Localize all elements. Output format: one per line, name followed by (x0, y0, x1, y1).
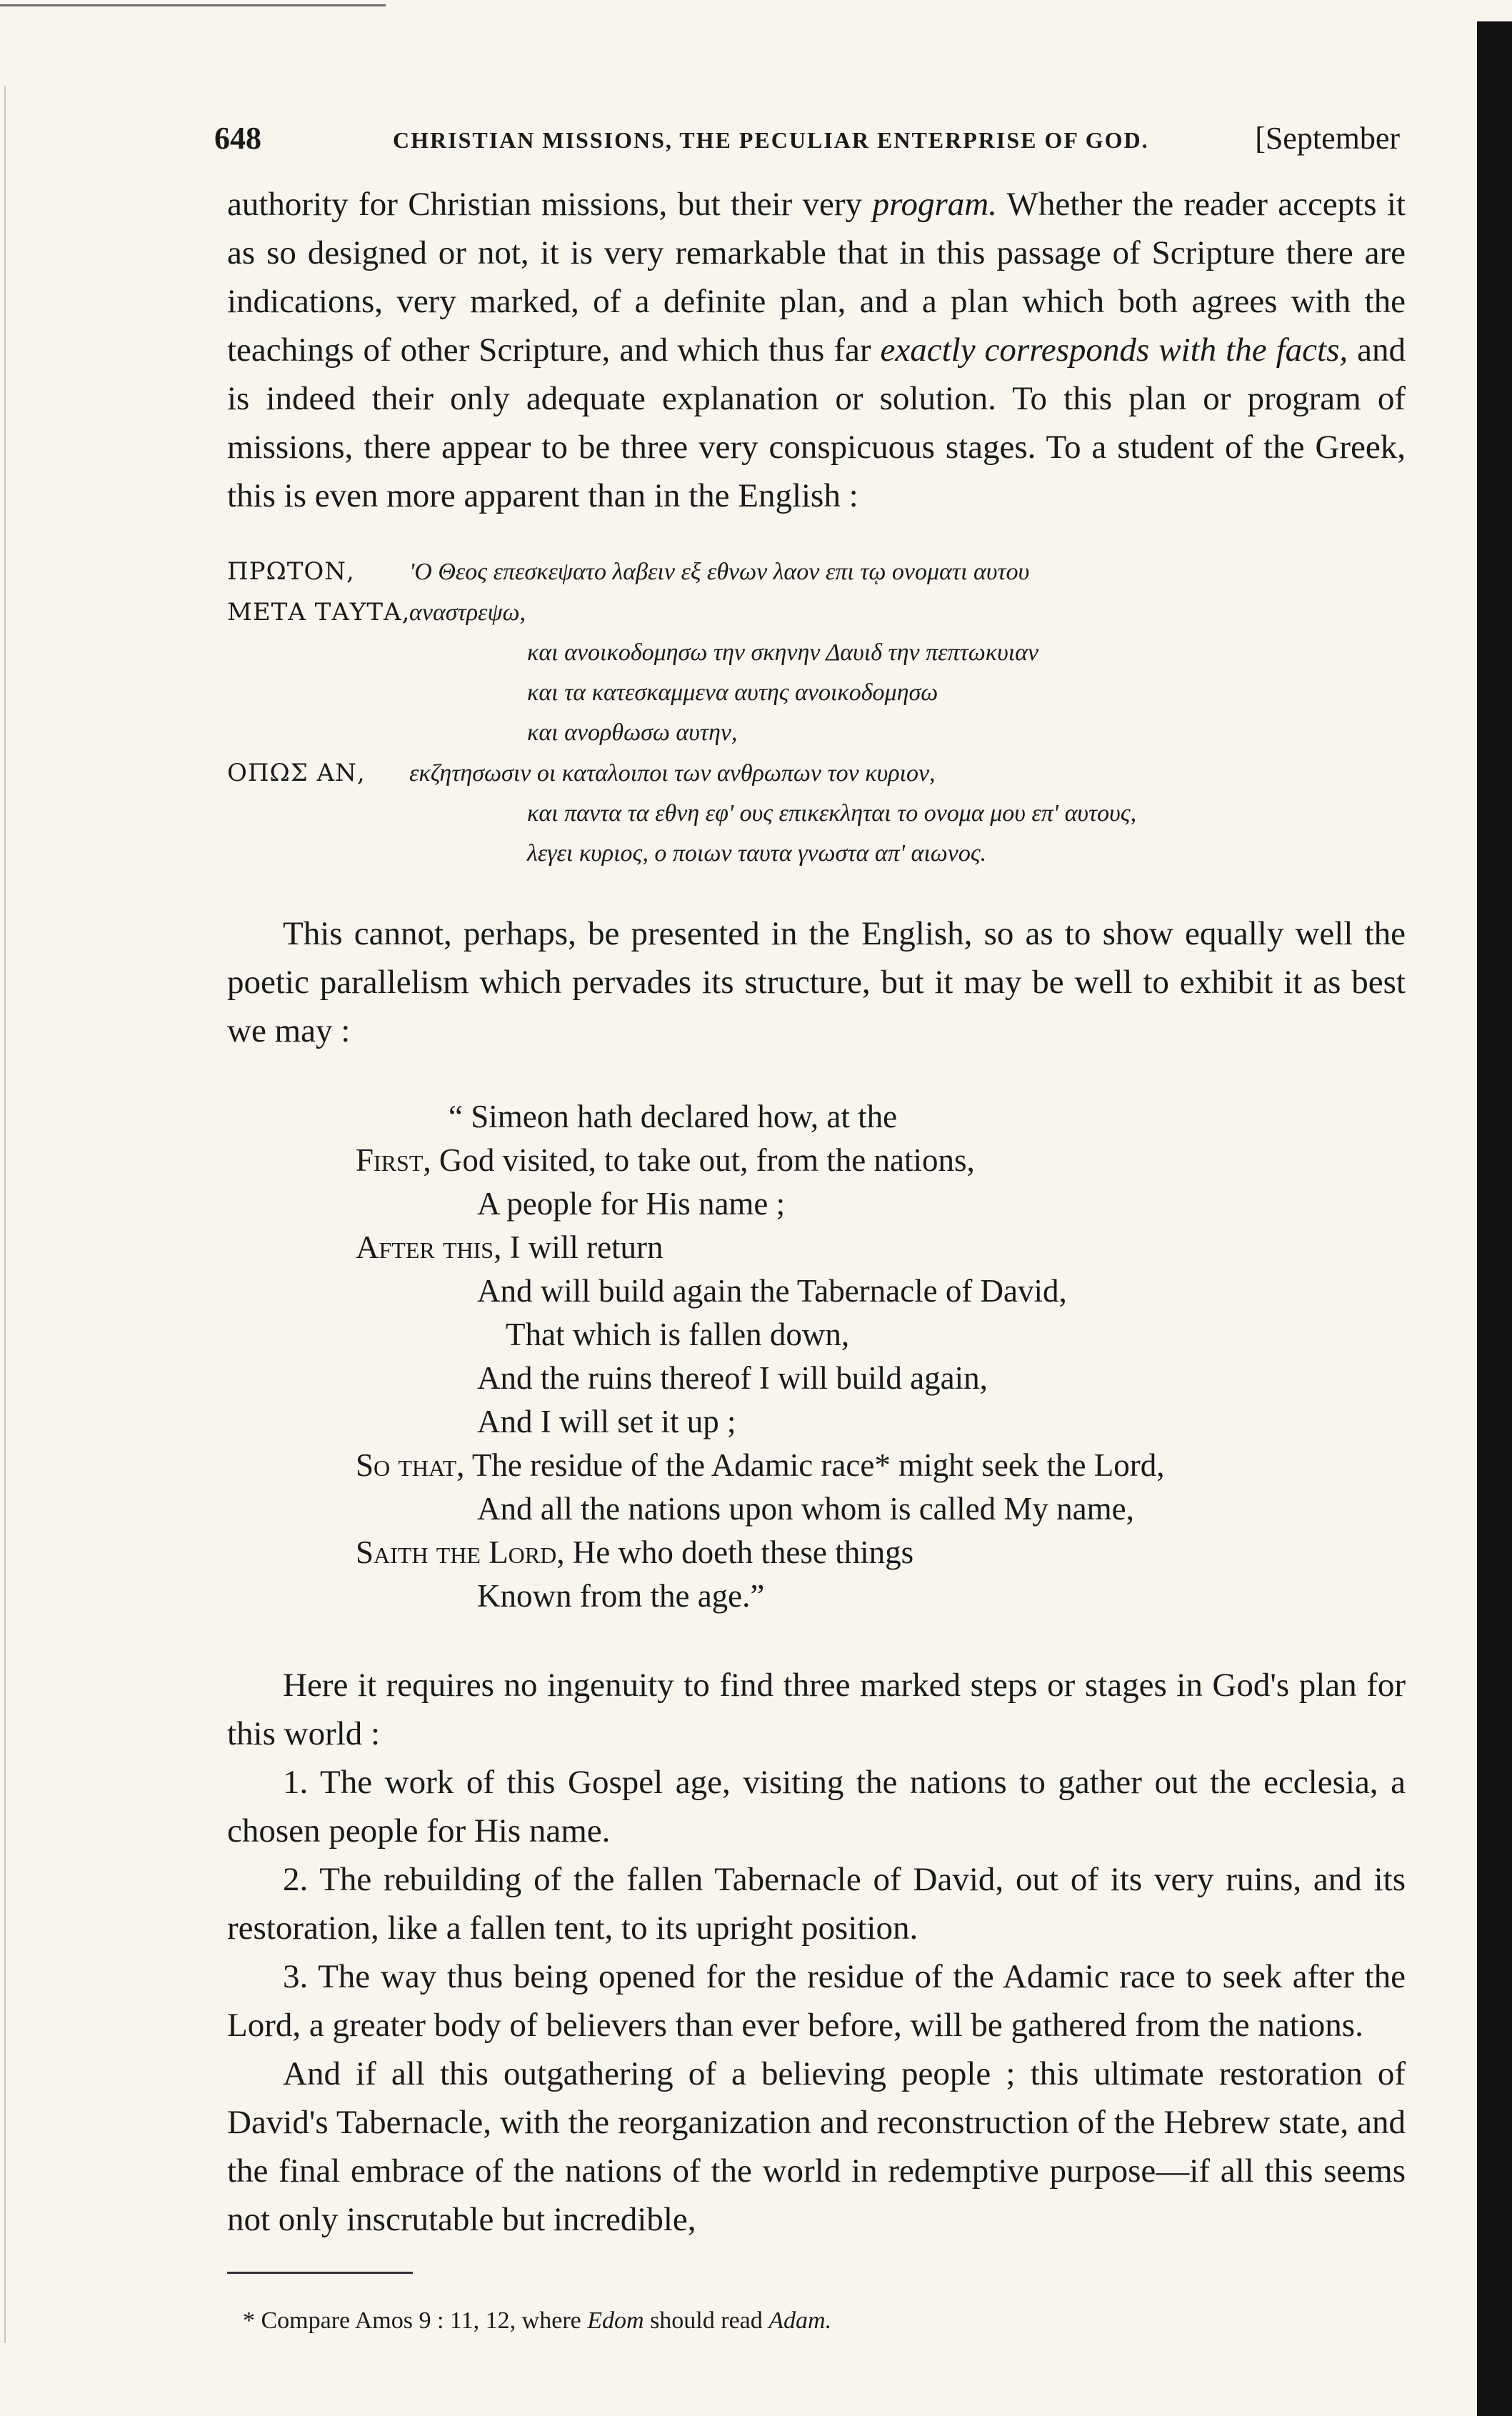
footnote: * Compare Amos 9 : 11, 12, where Edom should read Adam. (243, 2307, 832, 2334)
page-edge (4, 86, 6, 2343)
top-rule (0, 4, 386, 6)
scan-spine-shadow (1477, 21, 1512, 2416)
poem-translation (356, 1095, 1406, 1618)
paragraph-conclusion: And if all this outgathering of a believing people ; this ultimate restoration of David's Tabernacle, with the reorganization and reconstruction of the Hebrew state, and the final embrace of the nations of the world in redemptive purpose—if all this seems not only inscrutable but incredible, (227, 2055, 1406, 2238)
running-head (214, 120, 1400, 163)
poem-line: And I will set it up ; (477, 1404, 736, 1439)
poem-line: A people for His name ; (477, 1186, 786, 1222)
greek-passage (227, 551, 1406, 874)
greek-line: και τα κατεσκαμμενα αυτης ανοικοδομησω (527, 679, 938, 706)
article-body (227, 180, 1406, 2244)
list-item: 2. The rebuilding of the fallen Tabernacle of David, out of its very ruins, and its restoration, like a fallen tent, to its upright position. (227, 1861, 1406, 1947)
running-title: CHRISTIAN MISSIONS, THE PECULIAR ENTERPRISE OF GOD. (393, 127, 1149, 153)
footnote-rule (227, 2272, 413, 2274)
list-item: 3. The way thus being opened for the residue of the Adamic race to seek after the Lord, a greater body of believers than ever before, will be gathered from the nations. (227, 1958, 1406, 2044)
poem-line: Known from the age.” (477, 1578, 765, 1614)
poem-line: So that, The residue of the Adamic race* might seek the Lord, (356, 1447, 1165, 1483)
poem-line: After this, I will return (356, 1229, 664, 1265)
poem-line: And will build again the Tabernacle of David, (477, 1273, 1067, 1309)
greek-line: λεγει κυριος, ο ποιων ταυτα γνωστα απ' αιωνος. (527, 840, 987, 867)
greek-line: και ανορθωσω αυτην, (527, 719, 738, 746)
paragraph-program: authority for Christian missions, but their very program. Whether the reader accepts it as so designed or not, it is very remarkable that in this passage of Scripture there are indications, very marked, of a definite plan, and a plan which both agrees with the teachings of other Scripture, and which thus far exactly corresponds with the facts, and is indeed their only adequate explanation or solution. To this plan or program of missions, there appear to be three very conspicuous stages. To a student of the Greek, this is even more apparent than in the English : (227, 186, 1406, 514)
poem-line: And the ruins thereof I will build again, (477, 1360, 988, 1396)
list-item: 1. The work of this Gospel age, visiting the nations to gather out the ecclesia, a chosen people for His name. (227, 1764, 1406, 1850)
paragraph-three-stages: Here it requires no ingenuity to find three marked steps or stages in God's plan for this world : (227, 1667, 1406, 1752)
paragraph-english-intro: This cannot, perhaps, be presented in the English, so as to show equally well the poetic parallelism which pervades its structure, but it may be well to exhibit it as best we may : (227, 915, 1406, 1049)
poem-line: And all the nations upon whom is called My name, (477, 1491, 1134, 1527)
page-number: 648 (214, 121, 261, 156)
greek-line: ΠΡΩΤΟΝ, 'Ο Θεος επεσκεψατο λαβειν εξ εθνων λαον επι τῳ ονοματι αυτου (227, 557, 1030, 586)
poem-line: That which is fallen down, (506, 1317, 850, 1352)
greek-line: ΜΕΤΑ ΤΑΥΤΑ,αναστρεψω, (227, 598, 526, 627)
poem-line: “ Simeon hath declared how, at the (449, 1099, 898, 1134)
stages-list (227, 1758, 1406, 2050)
greek-line: και ανοικοδομησω την σκηνην Δαυιδ την πεπτωκυιαν (527, 639, 1039, 666)
poem-line: First, God visited, to take out, from the nations, (356, 1142, 975, 1178)
poem-line: Saith the Lord, He who doeth these things (356, 1534, 914, 1570)
greek-line: ΟΠΩΣ ΑΝ, εκζητησωσιν οι καταλοιποι των ανθρωπων τον κυριον, (227, 759, 936, 787)
greek-line: και παντα τα εθνη εφ' ους επικεκληται το ονομα μου επ' αυτους, (527, 800, 1137, 827)
running-month: [September (1255, 121, 1400, 156)
